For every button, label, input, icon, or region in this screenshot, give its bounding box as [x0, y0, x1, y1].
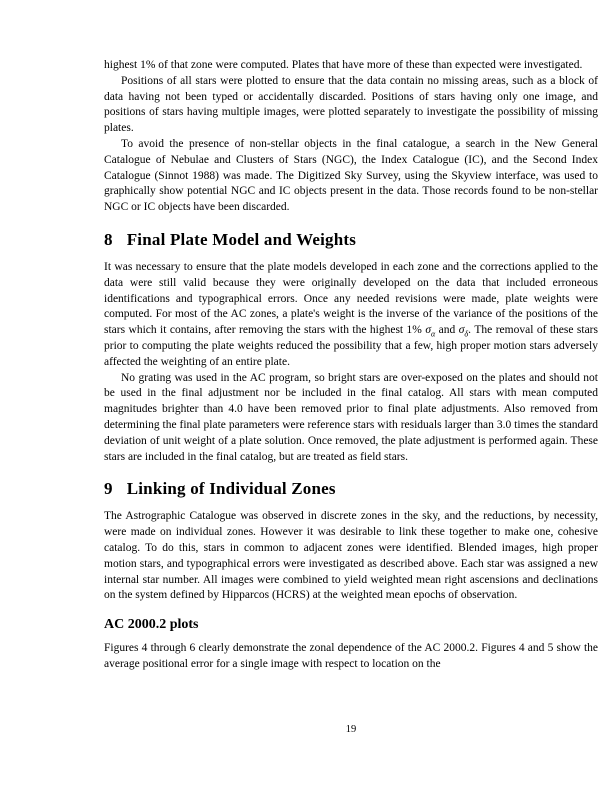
section-8-paragraph-1-and: and [435, 324, 459, 337]
paragraph-positions-plotted: Positions of all stars were plotted to ensure that the data contain no missing areas, such as a block of data having not been typed or accidentally discarded. Positions of stars having only one image, and positions of stars having multiple images, were plotted separately to investigate the possibility of missing plates. [104, 74, 598, 135]
section-9-paragraph-1: The Astrographic Catalogue was observed in discrete zones in the sky, and the reductions, by necessity, were made on individual zones. However it was desirable to link these together to make one, cohesive catalog. To do this, stars in common to adjacent zones were identified. Blended images, high proper motion stars, and typographical errors were investigated as described above. Each star was assigned a new internal star number. All images were combined to yield weighted mean right ascensions and declinations on the system defined by Hipparcos (HCRS) at the weighted mean epochs of observation. [104, 510, 598, 602]
section-8-title: Final Plate Model and Weights [126, 229, 357, 249]
section-8-paragraph-2: No grating was used in the AC program, so bright stars are over-exposed on the plates and should not be used in the final adjustment nor be included in the final catalog. All stars with mean computed magnitudes brighter than 4.0 have been removed prior to final plate adjustments. Also removed from determining the final plate parameters were reference stars with residuals larger than 3.0 times the standard deviation of unit weight of a plate solution. Once removed, the plate adjustment is performed again. These stars are included in the final catalog, but are treated as field stars. [104, 371, 598, 463]
section-8-paragraph-1-text-a: It was necessary to ensure that the plate models developed in each zone and the corrections applied to the data were still valid because they were originally developed on the data that included erroneous identifications and typographical errors. Once any needed revisions were made, plate weights were computed. For most of the AC zones, a plate's weight is the inverse of the variance of the positions of the stars which it contains, after removing the stars with the highest 1% [104, 260, 598, 337]
section-8-heading [104, 230, 598, 250]
page-number: 19 [345, 724, 357, 735]
sigma-alpha-symbol: $\sigma_\alpha$ [425, 324, 436, 339]
section-9-title: Linking of Individual Zones [126, 479, 336, 499]
section-9-heading [104, 479, 598, 499]
subsection-ac2000-paragraph-1: Figures 4 through 6 clearly demonstrate the zonal dependence of the AC 2000.2. Figures 4 and 5 show the average positional error for a single image with respect to location on the [104, 642, 598, 670]
section-8-paragraph-1 [104, 260, 598, 371]
paragraph-nonstellar-search: To avoid the presence of non-stellar objects in the final catalogue, a search in the New General Catalogue of Nebulae and Clusters of Stars (NGC), the Index Catalogue (IC), and the Second Index Catalogue (Sinnot 1988) was made. The Digitized Sky Survey, using the Skyview interface, was used to graphically show potential NGC and IC objects present in the data. Those records found to be non-stellar NGC or IC objects have been discarded. [104, 137, 598, 214]
section-8-number: 8 [104, 229, 113, 249]
text-column [104, 58, 598, 673]
section-9-number: 9 [104, 479, 113, 499]
paragraph-continuation: highest 1% of that zone were computed. Plates that have more of these than expected were investigated. [104, 59, 583, 71]
sigma-delta-symbol: $\sigma_\delta$ [458, 324, 469, 339]
section-8-paragraph-1-text-b: . The removal of these stars prior to computing the plate weights reduced the possibility that a few, high proper motion stars adversely affected the weighting of an entire plate. [104, 324, 598, 368]
subsection-ac2000-heading: AC 2000.2 plots [104, 617, 199, 633]
